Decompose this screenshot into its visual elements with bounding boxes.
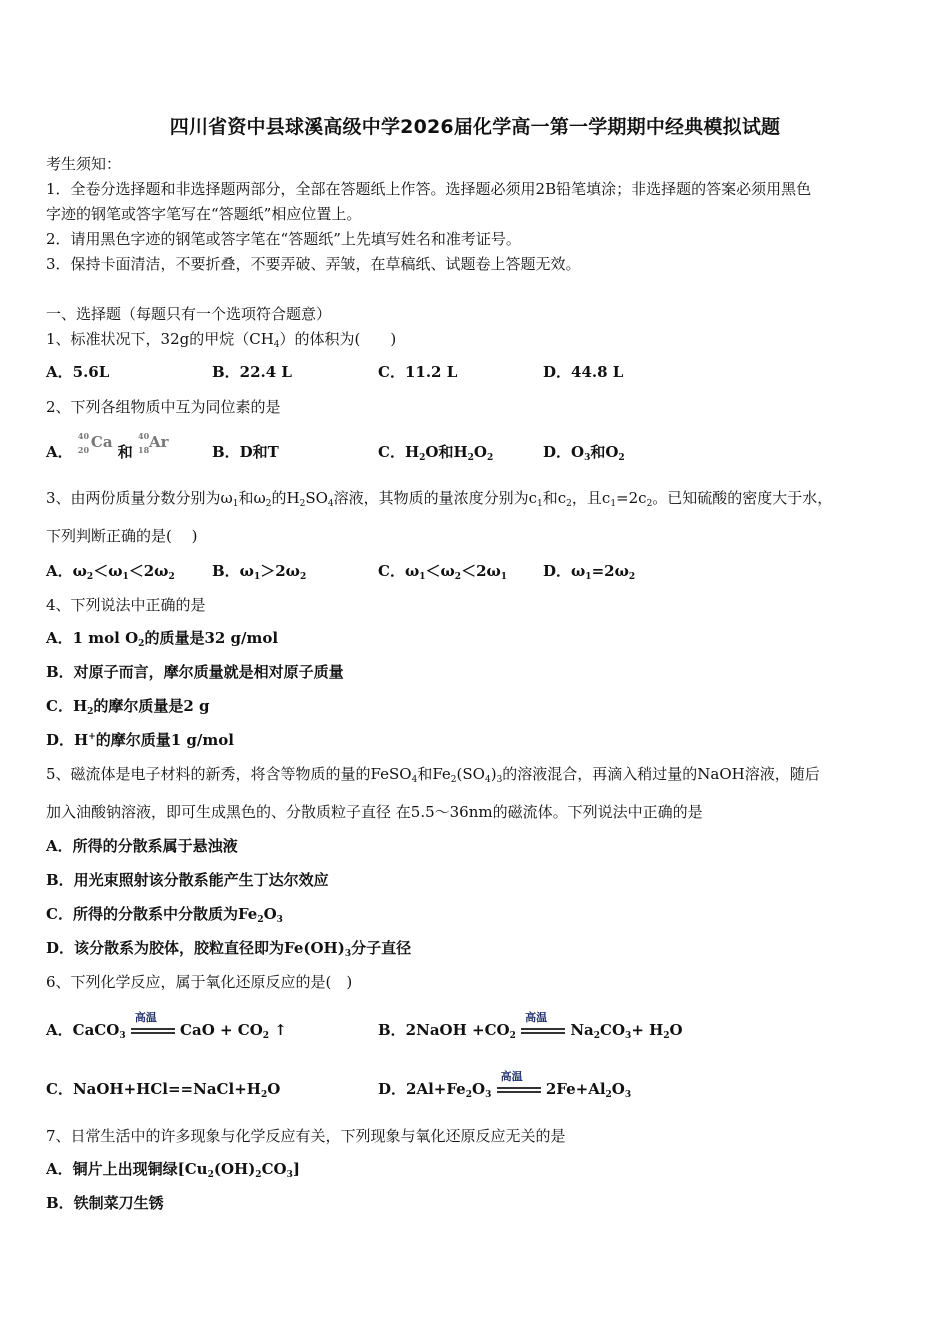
- q1-option-a[interactable]: A．5.6L: [46, 363, 110, 381]
- q4-option-a[interactable]: A．1 mol $O_2$的质量是32 g/mol: [46, 629, 279, 649]
- question-6-stem: 6、下列化学反应，属于氧化还原反应的是( ): [46, 973, 353, 991]
- q5-option-d[interactable]: D．该分散系为胶体，胶粒直径即为$Fe(OH)_3$分子直径: [46, 939, 412, 959]
- q2-option-a[interactable]: A． 40 20 Ca 和 40 18 Ar: [46, 431, 169, 461]
- question-2-stem: 2、下列各组物质中互为同位素的是: [46, 398, 281, 416]
- q4-option-d[interactable]: D．H+的摩尔质量1 g/mol: [46, 731, 234, 749]
- question-5-stem: 5、磁流体是电子材料的新秀，将含等物质的量的FeSO$_4$和$Fe_2(SO_4)_3$的溶液混合，再滴入稍过量的NaOH溶液，随后: [46, 765, 820, 785]
- q6-option-c[interactable]: C．$NaOH+HCl==NaCl+H_2O$: [46, 1080, 281, 1100]
- q7-option-b[interactable]: B．铁制菜刀生锈: [46, 1194, 164, 1212]
- high-temperature-condition: 高温: [131, 1023, 175, 1039]
- argon-isotope: 40 18 Ar: [138, 431, 169, 455]
- q7-option-a[interactable]: A．铜片上出现铜绿$[Cu_2(OH)_2CO_3]$: [46, 1160, 300, 1180]
- high-temperature-condition: 高温: [521, 1023, 565, 1039]
- page-title: 四川省资中县球溪高级中学2026届化学高一第一学期期中经典模拟试题: [169, 116, 781, 138]
- q6-option-d[interactable]: D．$2Al+Fe_2O_3$ 高温 $2Fe+Al_2O_3$: [378, 1070, 632, 1100]
- question-3-stem: 3、由两份质量分数分别为$\omega_1$和$\omega_2$的$H_2SO_4$溶液，其物质的量浓度分别为$c_1$和$c_2$，且$c_1=2c_2$。已知硫酸的密度大于水，: [46, 489, 833, 509]
- notice-line-2: 2．请用黑色字迹的钢笔或答字笔在“答题纸”上先填写姓名和准考证号。: [46, 230, 521, 248]
- question-5-stem-line2: 加入油酸钠溶液，即可生成黑色的、分散质粒子直径 在5.5～36nm的磁流体。下列说法中正确的是: [46, 803, 703, 821]
- high-temperature-condition: 高温: [497, 1082, 541, 1098]
- question-1-stem: 1、标准状况下，32g的甲烷$(CH_4)$的体积为( ): [46, 330, 397, 350]
- q4-option-b[interactable]: B．对原子而言，摩尔质量就是相对原子质量: [46, 663, 344, 681]
- q2-option-b[interactable]: B．D和T: [212, 443, 279, 461]
- q4-option-c[interactable]: C．$H_2$的摩尔质量是2 g: [46, 697, 210, 717]
- q3-option-a[interactable]: A．$\omega_2<\omega_1<2\omega_2$: [46, 562, 175, 582]
- q5-option-c[interactable]: C．所得的分散系中分散质为$Fe_2O_3$: [46, 905, 283, 925]
- q2-option-d[interactable]: D．$O_3$和$O_2$: [543, 443, 625, 463]
- notice-heading: 考生须知：: [46, 155, 122, 173]
- q3-option-d[interactable]: D．$\omega_1=2\omega_2$: [543, 562, 636, 582]
- q6-option-b[interactable]: B．2NaOH $+CO_2$ 高温 $Na_2CO_3+ H_2O$: [378, 1011, 683, 1041]
- q1-option-b[interactable]: B．22.4 L: [212, 363, 292, 381]
- q5-option-b[interactable]: B．用光束照射该分散系能产生丁达尔效应: [46, 871, 329, 889]
- q1-option-d[interactable]: D．44.8 L: [543, 363, 624, 381]
- q3-option-c[interactable]: C．$\omega_1<\omega_2<2\omega_1$: [378, 562, 508, 582]
- q3-option-b[interactable]: B．$\omega_1>2\omega_2$: [212, 562, 307, 582]
- q2-option-c[interactable]: C．$H_2O$和$H_2O_2$: [378, 443, 494, 463]
- section-heading: 一、选择题（每题只有一个选项符合题意）: [46, 305, 332, 323]
- notice-line-1b: 字迹的钢笔或答字笔写在“答题纸”相应位置上。: [46, 205, 362, 223]
- q5-option-a[interactable]: A．所得的分散系属于悬浊液: [46, 837, 238, 855]
- notice-line-3: 3．保持卡面清洁，不要折叠，不要弄破、弄皱，在草稿纸、试题卷上答题无效。: [46, 255, 581, 273]
- notice-line-1a: 1．全卷分选择题和非选择题两部分，全部在答题纸上作答。选择题必须用2B铅笔填涂；非选择题的答案必须用黑色: [46, 180, 812, 198]
- question-7-stem: 7、日常生活中的许多现象与化学反应有关，下列现象与氧化还原反应无关的是: [46, 1127, 566, 1145]
- question-3-stem-line2: 下列判断正确的是( ): [46, 527, 198, 545]
- q1-option-c[interactable]: C．11.2 L: [378, 363, 458, 381]
- q6-option-a[interactable]: A．CaCO$_3$ 高温 CaO + $CO_2$ ↑: [46, 1011, 287, 1041]
- calcium-isotope: 40 20 Ca: [77, 431, 113, 455]
- question-4-stem: 4、下列说法中正确的是: [46, 596, 206, 614]
